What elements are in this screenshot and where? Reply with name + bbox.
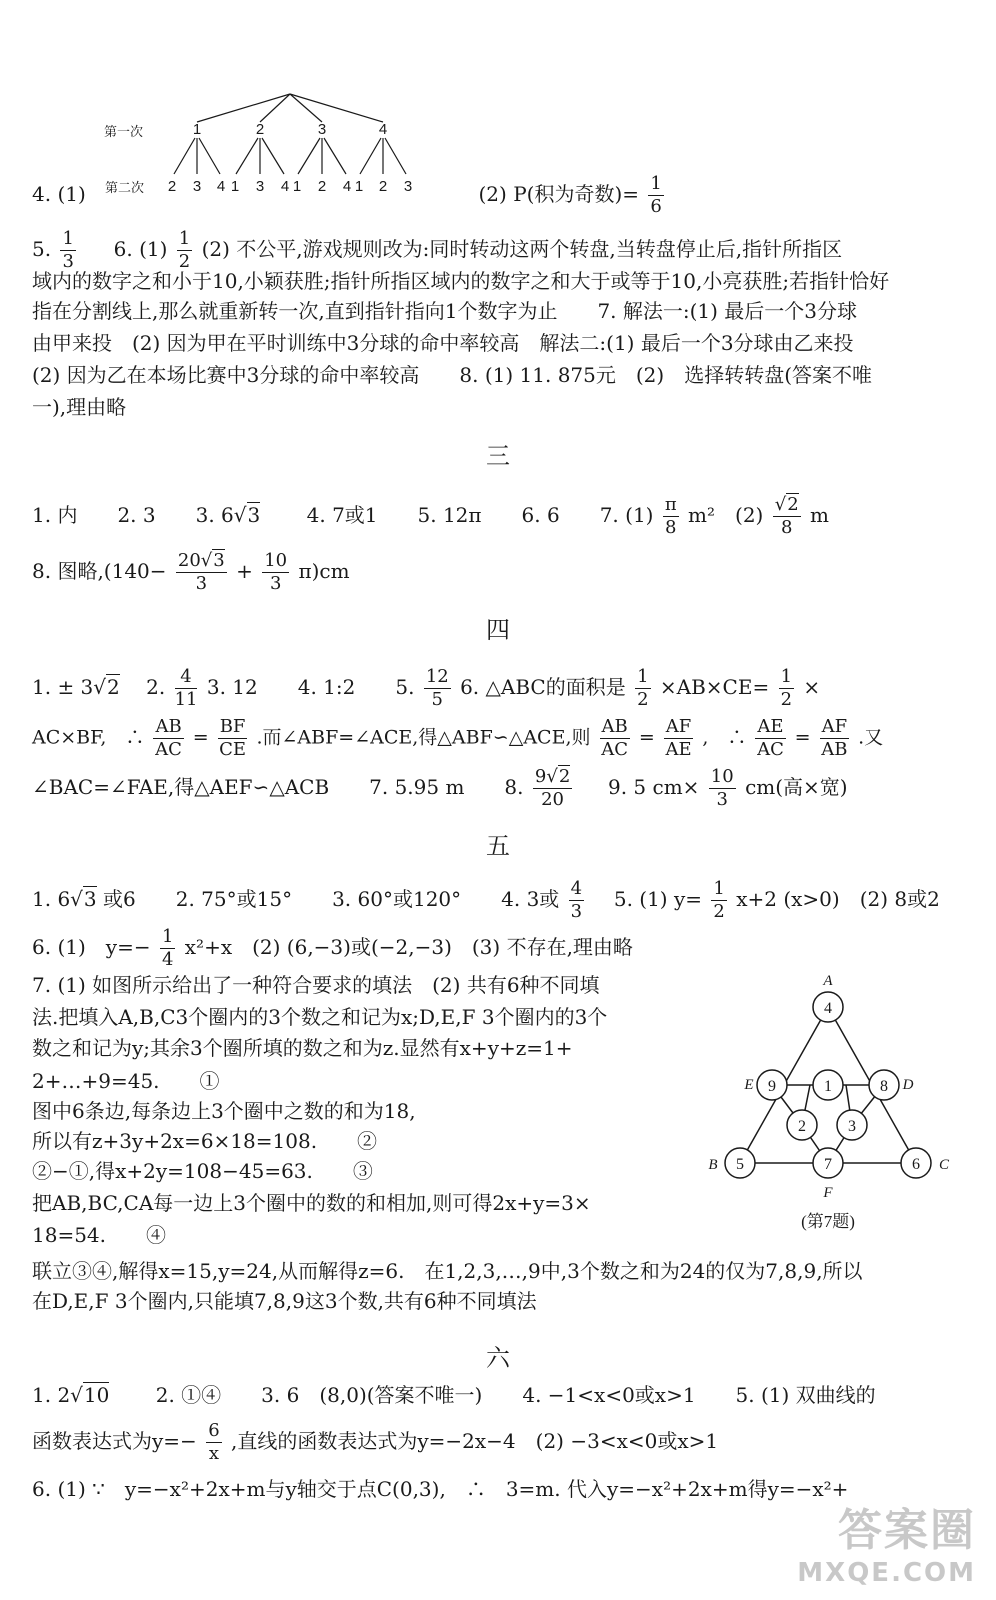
watermark-text: 答案圈: [838, 1505, 976, 1556]
answer-line: 1. ± 3√2 2. $\frac{4}{11}$ 3. 12 4. 1:2 5. $\frac{12}{5}$ 6. △ABC的面积是 $\frac{1}{2}$ ×AB×CE= $\frac{1}{2}$ ×: [32, 666, 821, 710]
watermark-url: MXQE.COM: [797, 1558, 976, 1588]
answer-text: 1. 内 2. 3 3. 6: [32, 503, 234, 527]
circle-number: 8: [880, 1078, 888, 1095]
answer-line: 18=54. ④: [32, 1223, 167, 1247]
answer-text: +: [236, 559, 253, 583]
answer-text: 5.: [32, 237, 52, 261]
answer-line: 所以有z+3y+2x=6×18=108. ②: [32, 1129, 378, 1153]
fraction: $\frac{√2}{8}$: [774, 494, 799, 538]
fraction: $\frac{4}{3}$: [570, 878, 583, 922]
answer-text: 函数表达式为y=−: [32, 1429, 197, 1453]
answer-text: x+2 (x>0) (2) 8或2: [736, 887, 940, 911]
answer-line: 把AB,BC,CA每一边上3个圈中的数的和相加,则可得2x+y=3×: [32, 1191, 591, 1215]
answer-line: 图中6条边,每条边上3个圈中之数的和为18,: [32, 1099, 416, 1123]
answer-text: ,直线的函数表达式为y=−2x−4 (2) −3<x<0或x>1: [231, 1429, 719, 1453]
watermark: [797, 1494, 976, 1588]
fraction: $\frac{AB}{AC}$: [155, 716, 182, 760]
fraction: $\frac{\pi}{8}$: [664, 494, 677, 538]
fraction: $\frac{1}{3}$: [62, 228, 74, 272]
answer-text: =: [794, 726, 811, 749]
answer-text: 2. ①④ 3. 6 (8,0)(答案不唯一) 4. −1<x<0或x>1 5. (1) 双曲线的: [115, 1383, 876, 1407]
radicand: 3: [247, 503, 261, 527]
answer-text: (2) 不公平,游戏规则改为:同时转动这两个转盘,当转盘停止后,指针所指区: [201, 237, 843, 261]
answer-text: ×AB×CE=: [659, 675, 770, 699]
tree-second-node: 2: [378, 178, 388, 195]
answer-line: [32, 718, 967, 759]
answer-text: ×: [803, 675, 821, 699]
tree-second-node: 3: [255, 178, 265, 195]
tree-second-node: 3: [192, 178, 202, 195]
answer-line: [32, 1422, 967, 1463]
answer-text: 6. (1) y=−: [32, 935, 151, 959]
answer-text: m² (2): [688, 503, 764, 527]
answer-text: 8. 图略,(140−: [32, 559, 167, 583]
answer-text: cm(高×宽): [745, 775, 848, 799]
vertex-label: B: [708, 1157, 718, 1173]
fraction: $\frac{20√3}{3}$: [177, 550, 225, 594]
circle-number: 5: [736, 1156, 744, 1173]
radicand: 2: [107, 675, 120, 699]
fraction: $\frac{BF}{CE}$: [219, 716, 247, 760]
fraction: $\frac{10}{3}$: [710, 766, 734, 810]
answer-line: 法.把填入A,B,C3个圈内的3个数之和记为x;D,E,F 3个圈内的3个: [32, 1005, 608, 1029]
vertex-label: F: [823, 1185, 833, 1201]
answer-text: 2.: [126, 675, 166, 699]
tree-second-node: 1: [292, 178, 302, 195]
fraction: $\frac{10}{3}$: [264, 550, 288, 594]
answer-text: .又: [858, 726, 884, 749]
vertex-label: A: [823, 973, 833, 989]
answer-text: 4. 7或1 5. 12π 6. 6 7. (1): [266, 503, 654, 527]
answer-line: [32, 230, 967, 271]
circle-number: 3: [848, 1118, 856, 1135]
answer-text: =: [192, 726, 209, 749]
vertex-label: D: [902, 1077, 914, 1093]
tree-second-node: 4: [216, 178, 226, 195]
radicand: 10: [83, 1383, 110, 1407]
answer-text: ∠BAC=∠FAE,得△AEF∽△ACB 7. 5.95 m 8.: [32, 775, 524, 799]
fraction: $\frac{4}{11}$: [174, 666, 198, 710]
fraction: $\frac{AF}{AB}$: [821, 716, 848, 760]
answer-line: [32, 768, 967, 809]
answer-line: ②−①,得x+2y=108−45=63. ③: [32, 1159, 373, 1183]
circle-number: 1: [824, 1078, 832, 1095]
answer-line: 7. (1) 如图所示给出了一种符合要求的填法 (2) 共有6种不同填: [32, 973, 600, 997]
answer-line: 2+…+9=45. ①: [32, 1069, 220, 1093]
section-heading: 五: [486, 832, 510, 860]
answer-text: =: [638, 726, 655, 749]
answer-line: 一),理由略: [32, 395, 127, 419]
section-heading: 四: [486, 616, 510, 644]
answer-line: 1. 6√3 或6 2. 75°或15° 3. 60°或120° 4. 3或 $\frac{4}{3}$ 5. (1) y= $\frac{1}{2}$ x+2 (x>0) (2) 8或2: [32, 878, 940, 922]
answer-line: [32, 552, 967, 593]
tree-first-node: 3: [317, 121, 327, 138]
tree-second-node: 2: [317, 178, 327, 195]
fraction: $\frac{6}{x}$: [208, 1420, 220, 1464]
answer-text: 9. 5 cm×: [607, 775, 700, 799]
tree-first-node: 1: [192, 121, 202, 138]
tree-second-node: 3: [403, 178, 413, 195]
tree-first-label: 第一次: [104, 124, 144, 139]
fraction: $\frac{9√2}{20}$: [534, 766, 571, 810]
answer-text: (2) P(积为奇数)=: [478, 182, 640, 206]
answer-text: 1. ± 3: [32, 675, 94, 699]
answer-text: 或6 2. 75°或15° 3. 60°或120° 4. 3或: [103, 887, 560, 911]
circle-number: 4: [824, 1000, 832, 1017]
answer-line: 1. 2√10 2. ①④ 3. 6 (8,0)(答案不唯一) 4. −1<x<0或x>1 5. (1) 双曲线的: [32, 1383, 876, 1407]
vertex-label: E: [744, 1077, 754, 1093]
answer-text: , ∴: [702, 726, 747, 749]
section-heading: 六: [486, 1344, 510, 1372]
answer-line: 联立③④,解得x=15,y=24,从而解得z=6. 在1,2,3,…,9中,3个数之和为24的仅为7,8,9,所以: [32, 1259, 863, 1283]
triangle-figure: [690, 965, 970, 1235]
answer-text: AC×BF, ∴: [32, 726, 145, 749]
fraction: $\frac{12}{5}$: [425, 666, 449, 710]
circle-number: 9: [768, 1078, 776, 1095]
vertex-label: C: [938, 1157, 950, 1173]
answer-line: 由甲来投 (2) 因为甲在平时训练中3分球的命中率较高 解法二:(1) 最后一个3分球由乙来投: [32, 331, 854, 355]
tree-second-node: 1: [354, 178, 364, 195]
answer-line: 域内的数字之和小于10,小颖获胜;指针所指区域内的数字之和大于或等于10,小亮获胜;若指针恰好: [32, 269, 890, 293]
circle-number: 6: [912, 1156, 920, 1173]
answer-line: [32, 175, 967, 216]
answer-line: [32, 928, 967, 969]
fraction: $\frac{AB}{AC}$: [601, 716, 629, 760]
answer-line: 数之和记为y;其余3个圈所填的数之和为z.显然有x+y+z=1+: [32, 1036, 573, 1060]
answer-line: 指在分割线上,那么就重新转一次,直到指针指向1个数字为止 7. 解法一:(1) 最后一个3分球: [32, 299, 858, 323]
answer-line: (2) 因为乙在本场比赛中3分球的命中率较高 8. (1) 11. 875元 (2) 选择转转盘(答案不唯: [32, 363, 873, 387]
answer-text: 1. 6: [32, 887, 71, 911]
figure-caption: (第7题): [801, 1212, 855, 1231]
tree-second-node: 2: [167, 178, 177, 195]
fraction: $\frac{1}{2}$: [713, 878, 725, 922]
circle-number: 2: [798, 1118, 806, 1135]
radicand: 3: [83, 887, 97, 911]
fraction: $\frac{1}{2}$: [637, 666, 649, 710]
fraction: $\frac{1}{2}$: [780, 666, 793, 710]
tree-first-node: 4: [378, 121, 388, 138]
section-heading: 三: [486, 442, 510, 470]
tree-second-node: 1: [230, 178, 240, 195]
answer-text: .而∠ABF=∠ACE,得△ABF∽△ACE,则: [256, 726, 591, 749]
tree-second-label: 第二次: [105, 180, 145, 195]
circle-number: 7: [824, 1156, 832, 1173]
tree-first-node: 2: [255, 121, 265, 138]
fraction: $\frac{1}{4}$: [161, 926, 174, 970]
answer-text: 6. △ABC的面积是: [460, 675, 626, 699]
fraction: $\frac{1}{6}$: [650, 173, 662, 217]
answer-text: 4. (1): [32, 182, 86, 206]
answer-text: x²+x (2) (6,−3)或(−2,−3) (3) 不存在,理由略: [184, 935, 633, 959]
answer-line: 在D,E,F 3个圈内,只能填7,8,9这3个数,共有6种不同填法: [32, 1289, 537, 1313]
answer-text: 1. 2: [32, 1383, 71, 1407]
answer-text: π)cm: [298, 559, 350, 583]
fraction: $\frac{1}{2}$: [178, 228, 191, 272]
answer-text: 3. 12 4. 1:2 5.: [206, 675, 415, 699]
answer-text: m: [810, 503, 829, 527]
answer-line: 6. (1) ∵ y=−x²+2x+m与y轴交于点C(0,3), ∴ 3=m. 代入y=−x²+2x+m得y=−x²+: [32, 1477, 849, 1501]
fraction: $\frac{AF}{AE}$: [665, 716, 692, 760]
tree-second-node: 4: [280, 178, 290, 195]
answer-text: 5. (1) y=: [613, 887, 703, 911]
tree-second-node: 4: [342, 178, 352, 195]
answer-line: 1. 内 2. 3 3. 6√3 4. 7或1 5. 12π 6. 6 7. (1) $\frac{\pi}{8}$ m² (2) $\frac{√2}{8}$ m: [32, 494, 829, 538]
answer-text: 6. (1): [113, 237, 168, 261]
fraction: $\frac{AE}{AC}$: [757, 716, 784, 760]
